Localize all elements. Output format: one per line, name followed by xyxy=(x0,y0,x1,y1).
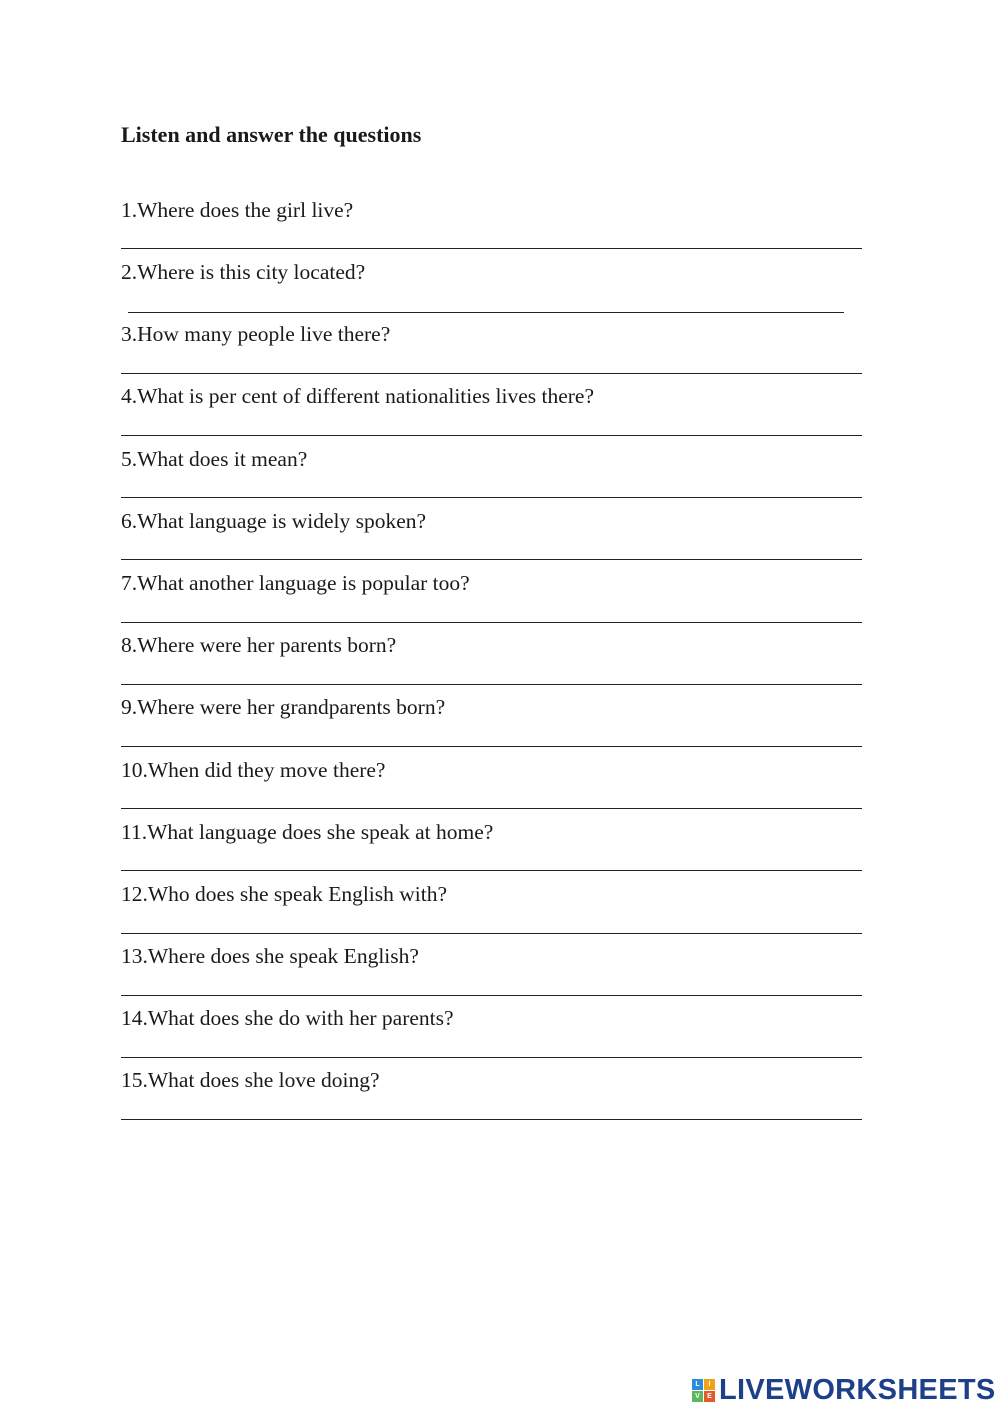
answer-line-9[interactable] xyxy=(121,746,862,747)
answer-line-3[interactable] xyxy=(121,373,862,374)
question-3: 3.How many people live there? xyxy=(121,322,391,346)
answer-line-7[interactable] xyxy=(121,622,862,623)
logo-tile-i: I xyxy=(704,1379,715,1390)
answer-line-6[interactable] xyxy=(121,559,862,560)
question-10: 10.When did they move there? xyxy=(121,758,386,782)
liveworksheets-logo-text: LIVEWORKSHEETS xyxy=(719,1373,996,1406)
worksheet-title: Listen and answer the questions xyxy=(121,122,422,147)
answer-line-2[interactable] xyxy=(128,312,844,313)
question-11: 11.What language does she speak at home? xyxy=(121,820,494,844)
question-7: 7.What another language is popular too? xyxy=(121,571,470,595)
question-14: 14.What does she do with her parents? xyxy=(121,1006,454,1030)
question-5: 5.What does it mean? xyxy=(121,447,308,471)
answer-line-13[interactable] xyxy=(121,995,862,996)
logo-tile-v: V xyxy=(692,1391,703,1402)
answer-line-8[interactable] xyxy=(121,684,862,685)
answer-line-11[interactable] xyxy=(121,870,862,871)
answer-line-14[interactable] xyxy=(121,1057,862,1058)
answer-line-4[interactable] xyxy=(121,435,862,436)
answer-line-15[interactable] xyxy=(121,1119,862,1120)
logo-tile-e: E xyxy=(704,1391,715,1402)
question-9: 9.Where were her grandparents born? xyxy=(121,695,446,719)
answer-line-5[interactable] xyxy=(121,497,862,498)
question-12: 12.Who does she speak English with? xyxy=(121,882,448,906)
question-2: 2.Where is this city located? xyxy=(121,260,366,284)
liveworksheets-logo-icon xyxy=(692,1379,715,1402)
answer-line-10[interactable] xyxy=(121,808,862,809)
question-1: 1.Where does the girl live? xyxy=(121,198,354,222)
answer-line-1[interactable] xyxy=(121,248,862,249)
answer-line-12[interactable] xyxy=(121,933,862,934)
question-15: 15.What does she love doing? xyxy=(121,1068,380,1092)
question-6: 6.What language is widely spoken? xyxy=(121,509,427,533)
liveworksheets-logo xyxy=(692,1373,996,1407)
question-13: 13.Where does she speak English? xyxy=(121,944,419,968)
question-4: 4.What is per cent of different nationalities lives there? xyxy=(121,384,595,408)
question-8: 8.Where were her parents born? xyxy=(121,633,397,657)
logo-tile-l: L xyxy=(692,1379,703,1390)
